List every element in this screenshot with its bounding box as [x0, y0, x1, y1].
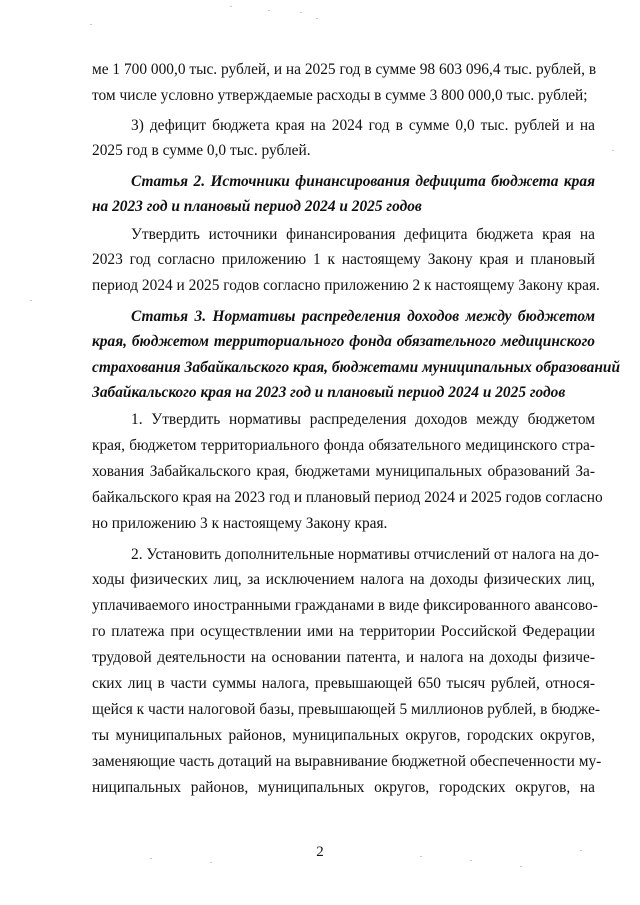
text-line: щейся к части налоговой базы, превышающей 5 миллионов рублей, в бюдже-: [92, 701, 601, 718]
text-line: 1. Утвердить нормативы распределения доходов между бюджетом: [131, 411, 595, 428]
text-line: ниципальных районов, муниципальных округов, городских округов, на: [92, 779, 595, 796]
text-line: но приложению 3 к настоящему Закону края.: [92, 515, 388, 532]
text-line: Утвердить источники финансирования дефицита бюджета края на: [131, 226, 595, 243]
page-number: 2: [316, 844, 324, 860]
text-line: ских лиц в части суммы налога, превышающей 650 тысяч рублей, относя-: [92, 675, 595, 692]
text-line: хования Забайкальского края, бюджетами муниципальных образований За-: [92, 463, 595, 480]
text-line: го платежа при осуществлении ими на территории Российской Федерации: [92, 623, 595, 640]
text-line: 2023 год согласно приложению 1 к настоящему Закону края и плановый: [92, 251, 595, 268]
text-line: том числе условно утверждаемые расходы в сумме 3 800 000,0 тыс. рублей;: [92, 87, 588, 104]
text-line: ты муниципальных районов, муниципальных округов, городских округов,: [92, 727, 595, 744]
text-line: заменяющие часть дотаций на выравнивание бюджетной обеспеченности му-: [92, 753, 602, 770]
article-heading: края, бюджетом территориального фонда обязательного медицинского: [92, 333, 595, 350]
text-line: 2025 год в сумме 0,0 тыс. рублей.: [92, 142, 311, 159]
text-line: ме 1 700 000,0 тыс. рублей, и на 2025 год в сумме 98 603 096,4 тыс. рублей, в: [92, 61, 597, 78]
article-heading: Статья 3. Нормативы распределения доходов между бюджетом: [131, 308, 595, 325]
article-heading: страхования Забайкальского края, бюджетами муниципальных образований: [92, 359, 621, 376]
text-line: уплачиваемого иностранными гражданами в виде фиксированного авансово-: [92, 597, 598, 614]
text-line: период 2024 и 2025 годов согласно приложению 2 к настоящему Закону края.: [92, 277, 600, 294]
text-line: 2. Установить дополнительные нормативы отчислений от налога на до-: [131, 546, 600, 563]
article-heading: Статья 2. Источники финансирования дефицита бюджета края: [131, 173, 595, 190]
text-line: 3) дефицит бюджета края на 2024 год в сумме 0,0 тыс. рублей и на: [131, 117, 595, 134]
text-line: ходы физических лиц, за исключением налога на доходы физических лиц,: [92, 571, 595, 588]
text-line: края, бюджетом территориального фонда обязательного медицинского стра-: [92, 437, 595, 454]
article-heading: Забайкальского края на 2023 год и плановый период 2024 и 2025 годов: [92, 384, 566, 401]
article-heading: на 2023 год и плановый период 2024 и 2025 годов: [92, 198, 422, 215]
text-line: трудовой деятельности на основании патента, и налога на доходы физиче-: [92, 649, 595, 666]
text-line: байкальского края на 2023 год и плановый период 2024 и 2025 годов согласно: [92, 489, 603, 506]
